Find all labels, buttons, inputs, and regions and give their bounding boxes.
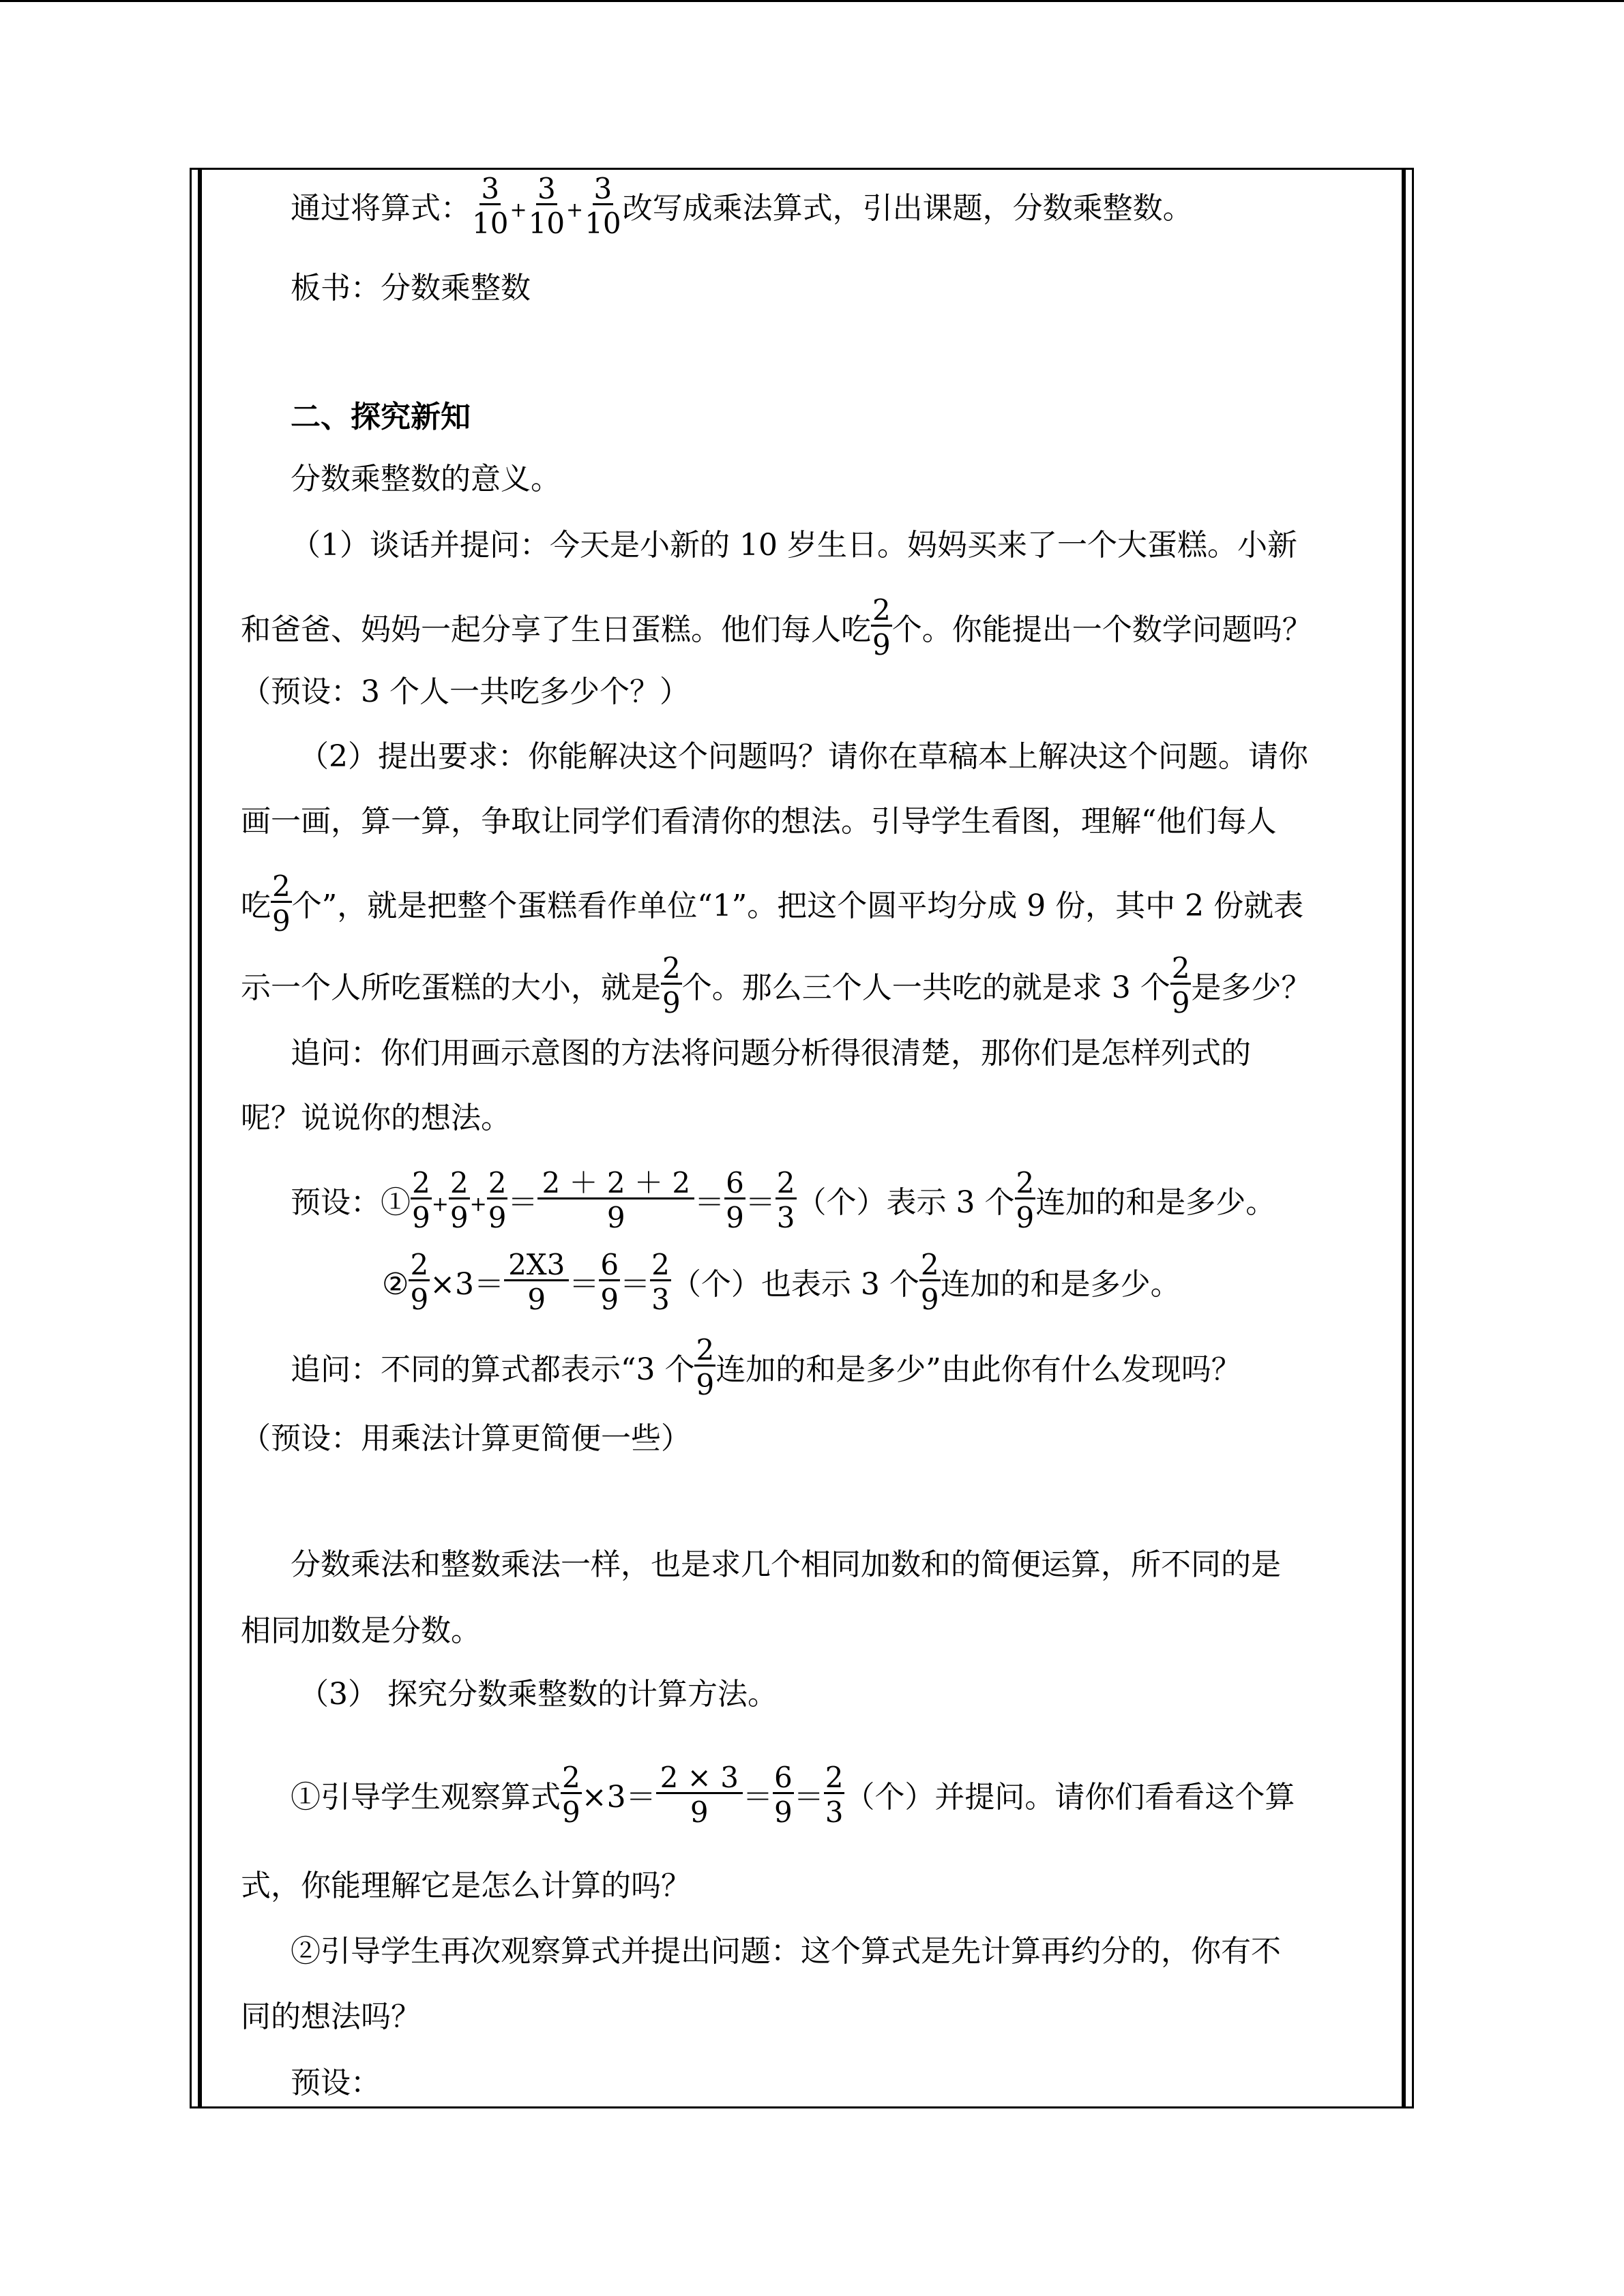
paragraph: 和爸爸、妈妈一起分享了生日蛋糕。他们每人吃 $\frac{2}{9}$ 个。你能提出一个数学问题吗？ [241,593,1312,661]
paragraph: （预设：用乘法计算更简便一些） [241,1421,691,1456]
paragraph: （2）提出要求：你能解决这个问题吗？请你在草稿本上解决这个问题。请你 [299,739,1308,774]
paragraph: 分数乘整数的意义。 [291,462,561,496]
fraction: $\frac{2}{9}$ [662,951,681,1019]
fraction: $\frac{2}{9}$ [872,593,891,661]
fraction: $\frac{2X3}{9}$ [504,1251,569,1314]
preset-1: 预设：① $\frac{2}{9}$ + $\frac{2}{9}$ + $\frac{2}{9}$ ＝ $\frac{2 + 2 + 2}{9}$ ＝ $\frac{6}{9}$ ＝ $\frac{2}{3}$ （个）表示 3 个 $\frac{2}{9}$ 连加的和是多少。 [291,1166,1276,1234]
paragraph: 式，你能理解它是怎么计算的吗？ [241,1868,691,1903]
fraction: $\frac{2}{9}$ [1016,1166,1035,1234]
paragraph: 追问：你们用画示意图的方法将问题分析得很清楚，那你们是怎样列式的 [291,1036,1251,1071]
paragraph: （3） 探究分数乘整数的计算方法。 [299,1677,778,1712]
fraction: $\frac{2}{9}$ [412,1166,430,1234]
preset-2: ② $\frac{2}{9}$ ×3＝ $\frac{2X3}{9}$ ＝ $\frac{6}{9}$ ＝ $\frac{2}{3}$ （个）也表示 3 个 $\frac{2}{9}$ 连加的和是多少。 [382,1248,1181,1316]
page-top-rule [0,0,1624,2]
paragraph: 相同加数是分数。 [241,1613,481,1648]
fraction: $\frac{6}{9}$ [726,1166,744,1234]
paragraph: ①引导学生观察算式 $\frac{2}{9}$ ×3＝ $\frac{2 \times 3}{9}$ ＝ $\frac{6}{9}$ ＝ $\frac{2}{3}$ （个）并提问。请你们看看这个算 [291,1761,1295,1829]
board-line: 板书：分数乘整数 [291,271,531,305]
paragraph: 呢？说说你的想法。 [241,1101,511,1135]
fraction: $\frac{2}{9}$ [1171,951,1190,1019]
fraction: $\frac{2}{9}$ [410,1248,429,1316]
fraction: $\frac{2}{9}$ [562,1761,580,1829]
fraction: $\frac{2 \times 3}{9}$ [656,1763,743,1827]
paragraph: 同的想法吗？ [241,1999,421,2034]
fraction: $\frac{6}{9}$ [773,1761,793,1829]
paragraph: 吃 $\frac{2}{9}$ 个”，就是把整个蛋糕看作单位“1”。把这个圆平均分成 9 份，其中 2 份就表 [241,869,1304,938]
fraction: $\frac{2}{9}$ [488,1166,507,1234]
fraction: $\frac{2}{3}$ [651,1248,670,1316]
fraction: $\frac{3}{10}$ [472,172,509,240]
fraction: $\frac{3}{10}$ [528,172,565,240]
paragraph: 追问：不同的算式都表示“3 个 $\frac{2}{9}$ 连加的和是多少”由此你有什么发现吗？ [291,1333,1241,1401]
fraction: $\frac{2}{9}$ [449,1166,469,1234]
fraction: $\frac{6}{9}$ [600,1248,619,1316]
paragraph: ②引导学生再次观察算式并提出问题：这个算式是先计算再约分的，你有不 [291,1934,1281,1969]
fraction: $\frac{3}{10}$ [585,172,621,240]
section-heading: 二、探究新知 [291,400,471,434]
intro-line: 通过将算式： $\frac{3}{10}$ + $\frac{3}{10}$ + $\frac{3}{10}$ 改写成乘法算式，引出课题，分数乘整数。 [291,172,1193,240]
fraction: $\frac{2}{3}$ [825,1761,844,1829]
paragraph: 分数乘法和整数乘法一样，也是求几个相同加数和的简便运算，所不同的是 [291,1547,1281,1582]
fraction: $\frac{2 + 2 + 2}{9}$ [537,1169,694,1232]
paragraph: （1）谈话并提问：今天是小新的 10 岁生日。妈妈买来了一个大蛋糕。小新 [291,528,1297,563]
paragraph: （预设：3 个人一共吃多少个？） [241,674,690,709]
fraction: $\frac{2}{3}$ [776,1166,795,1234]
paragraph: 示一个人所吃蛋糕的大小，就是 $\frac{2}{9}$ 个。那么三个人一共吃的就是求 3 个 $\frac{2}{9}$ 是多少？ [241,951,1312,1019]
fraction: $\frac{2}{9}$ [920,1248,939,1316]
fraction: $\frac{2}{9}$ [272,869,291,938]
paragraph: 预设： [291,2066,381,2100]
fraction: $\frac{2}{9}$ [696,1333,715,1401]
paragraph: 画一画，算一算，争取让同学们看清你的想法。引导学生看图，理解“他们每人 [241,804,1277,839]
